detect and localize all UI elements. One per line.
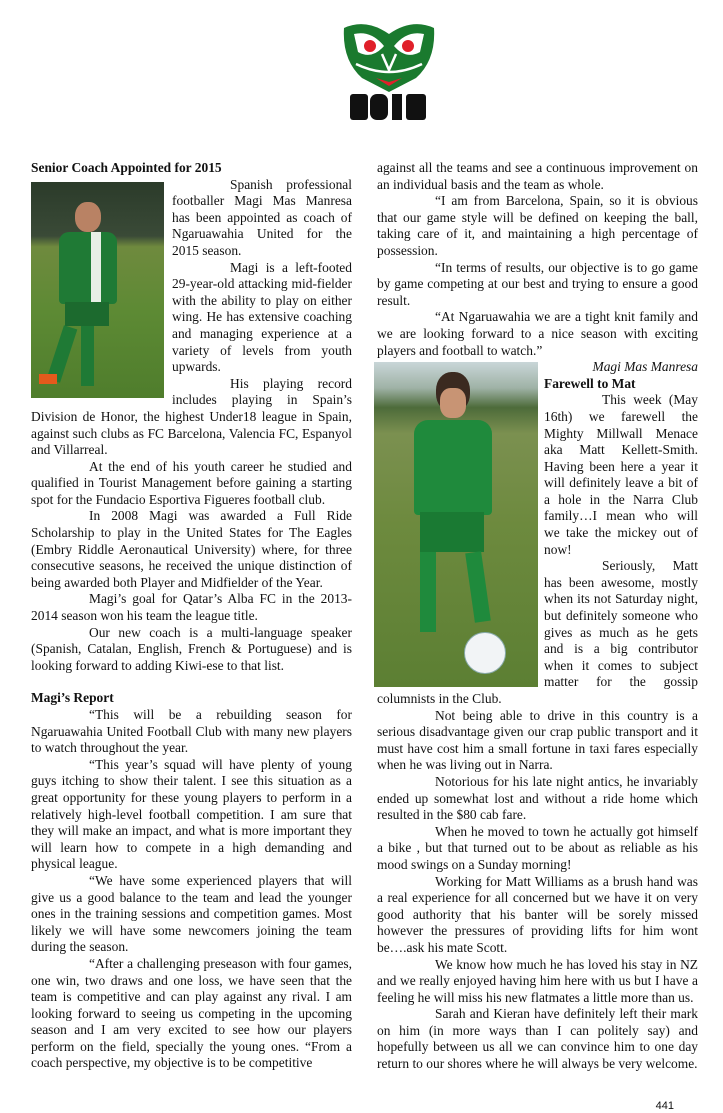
article-title-farewell-to-mat: Farewell to Mat — [544, 375, 636, 391]
page-number: 441 — [655, 1099, 674, 1112]
paragraph: “I am from Barcelona, Spain, so it is obvious that our game style will be defined on keeping the ball, taking care of it, and maintaining a high percentage of possession. — [377, 193, 698, 258]
paragraph: His playing record includes playing in Spain’s Division de Honor, the highest Under18 league in Spain, against such clubs as FC Barcelona, Valencia FC, Espanyol and Villarreal. — [31, 375, 352, 458]
photo-matt-kellett-smith — [374, 362, 538, 687]
paragraph: We know how much he has loved his stay in NZ and we really enjoyed having him here with us but I have a feeling he will miss his new flatmates a little more than us. — [377, 956, 698, 1005]
paragraph: Our new coach is a multi-language speaker (Spanish, Catalan, English, French & Portuguese) and is looking forward to adding Kiwi-ese to that list. — [31, 624, 352, 673]
paragraph: Seriously, Matt has been awesome, mostly when its not Saturday night, but definitely someone who gives as much as he gets and is a big contributor when it comes to subject matter for the gossip columnists in the Club. — [377, 558, 698, 706]
paragraph: Spanish professional footballer Magi Mas Manresa has been appointed as coach of Ngaruawahia United for the 2015 season. — [172, 176, 352, 258]
paragraph: against all the teams and see a continuous improvement on an individual basis and the team as whole. — [377, 160, 698, 192]
paragraph: “In terms of results, our objective is to go game by game competing at our best and trying to ensure a good result. — [377, 259, 698, 308]
left-column — [31, 160, 352, 1072]
paragraph: “After a challenging preseason with four games, one win, two draws and one loss, we have seen that the team is competitive and can play against any rival. I am looking forward to seeing us competing in the upcoming season and I am very excited to see how our players perform on the field, specially the young ones. “From a coach perspective, my objective is to be competitive — [31, 955, 352, 1071]
paragraph: Sarah and Kieran have definitely left their mark on him (in more ways than I can politely say) and hopefully between us all we can convince him to one day return to our shores where he will always be very welcome. — [377, 1006, 698, 1072]
paragraph: Notorious for his late night antics, he invariably ended up somewhat lost and without a ride home which resulted in the $80 cab fare. — [377, 773, 698, 823]
signature: Magi Mas Manresa — [592, 359, 698, 375]
paragraph: Magi is a left-footed 29-year-old attacking mid-fielder with the ability to play on either wing. He has extensive coaching and managing experience at a variety of levels from youth upwards. — [172, 259, 352, 375]
article-title-magis-report: Magi’s Report — [31, 690, 114, 706]
right-column — [377, 160, 698, 1113]
paragraph: At the end of his youth career he studied and qualified in Tourist Management before gaining a starting spot for the Fundacio Esportiva Figueres football club. — [31, 458, 352, 507]
paragraph: Magi’s goal for Qatar’s Alba FC in the 2013-2014 season won his team the league title. — [31, 591, 352, 624]
paragraph: “This year’s squad will have plenty of young guys itching to show their talent. I see this situation as a great opportunity for these young players to perform in a relatively high-level football competition. I am sure that they will make an impact, and what is more important they will learn how to compete in a high demanding and physical league. — [31, 756, 352, 872]
paragraph: Not being able to drive in this country is a serious disadvantage given our crap public transport and it must have cost him a small fortune in taxi fares especially when he was living out in Narra. — [377, 707, 698, 773]
club-logo-2015 — [336, 20, 442, 124]
paragraph: “We have some experienced players that will give us a good balance to the team and lead the younger ones in the training sessions and competition games. Most likely we will have some newcomers joining the team during the season. — [31, 872, 352, 955]
paragraph: “At Ngaruawahia we are a tight knit family and we are looking forward to a nice season with exciting players and football to watch.” — [377, 309, 698, 358]
paragraph: “This will be a rebuilding season for Ngaruawahia United Football Club with many new players to watch throughout the year. — [31, 707, 352, 756]
paragraph: Working for Matt Williams as a brush hand was a real experience for all concerned but we have it on very good authority that his banter will be sorely missed however the pressures of providing lifts for him wont be….ask his mate Scott. — [377, 873, 698, 955]
paragraph: In 2008 Magi was awarded a Full Ride Scholarship to play in the United States for The Eagles (Embry Riddle Aeronautical University) where, for three consecutive seasons, he received the unique distinction of being awarded both Player and Midfielder of the Year. — [31, 508, 352, 590]
paragraph: When he moved to town he actually got himself a bike , but that turned out to be about as reliable as his mood swings on a Sunday morning! — [377, 823, 698, 872]
paragraph: This week (May 16th) we farewell the Mighty Millwall Menace aka Matt Kellett-Smith. Having been here a year it will definitely leave a bit of a hole in the Narra Club family…I mean who will we take the mickey out of now! — [544, 392, 698, 557]
article-title-senior-coach: Senior Coach Appointed for 2015 — [31, 160, 222, 175]
photo-magi-mas-manresa — [31, 182, 164, 398]
